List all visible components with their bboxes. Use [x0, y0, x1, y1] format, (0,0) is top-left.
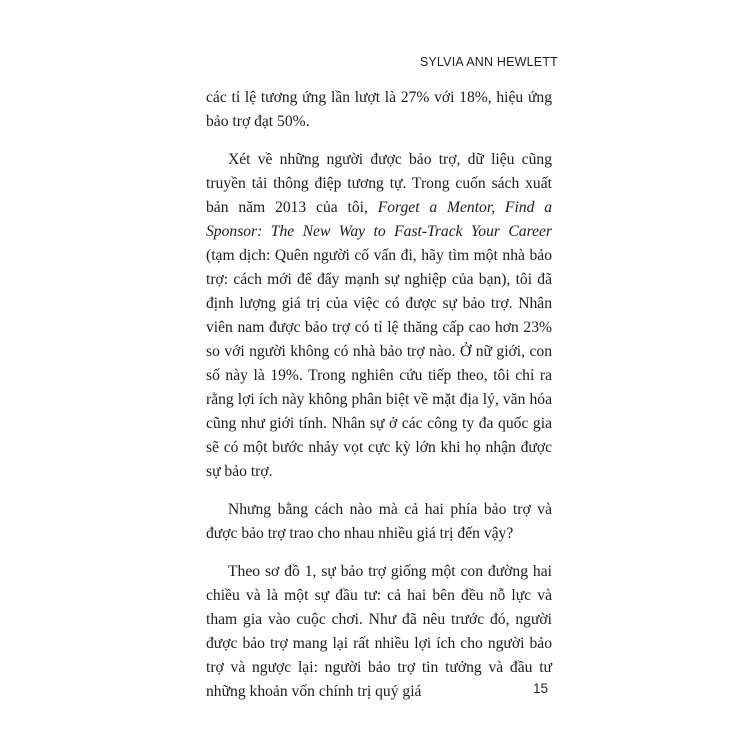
- book-title: Forget a Mentor, Find a Sponsor: The New Way to Fast-Track Your Career: [206, 199, 553, 240]
- paragraph-2-text-before: Xét về những người được bảo trợ, dữ liệu cũng truyền tải thông điệp tương tự. Trong cuốn sách xuất bản năm 2013 của tôi,: [206, 151, 552, 216]
- paragraph-2: [206, 148, 552, 484]
- page-number: 15: [532, 681, 548, 696]
- body-text: [206, 86, 552, 718]
- paragraph-1: các tỉ lệ tương ứng lần lượt là 27% với 18%, hiệu ứng bảo trợ đạt 50%.: [206, 89, 552, 130]
- paragraph-2-text-after: (tạm dịch: Quên người cố vấn đi, hãy tìm một nhà bảo trợ: cách mới để đẩy mạnh sự nghiệp của bạn), tôi đã định lượng giá trị của việc có được sự bảo trợ. Nhân viên nam được bảo trợ có tỉ lệ thăng cấp cao hơn 23% so với người không có nhà bảo trợ nào. Ở nữ giới, con số này là 19%. Trong nghiên cứu tiếp theo, tôi chỉ ra rằng lợi ích này không phân biệt về mặt địa lý, văn hóa cũng như giới tính. Nhân sự ở các công ty đa quốc gia sẽ có một bước nhảy vọt cực kỳ lớn khi họ nhận được sự bảo trợ.: [206, 247, 552, 480]
- running-header-author: SYLVIA ANN HEWLETT: [419, 55, 558, 69]
- paragraph-4: Theo sơ đồ 1, sự bảo trợ giống một con đường hai chiều và là một sự đầu tư: cả hai bên đều nỗ lực và tham gia vào cuộc chơi. Như đã nêu trước đó, người được bảo trợ mang lại rất nhiều lợi ích cho người bảo trợ và ngược lại: người bảo trợ tin tưởng và đầu tư những khoản vốn chính trị quý giá: [206, 563, 552, 700]
- paragraph-3: Nhưng bằng cách nào mà cả hai phía bảo trợ và được bảo trợ trao cho nhau nhiều giá trị đến vậy?: [206, 501, 552, 542]
